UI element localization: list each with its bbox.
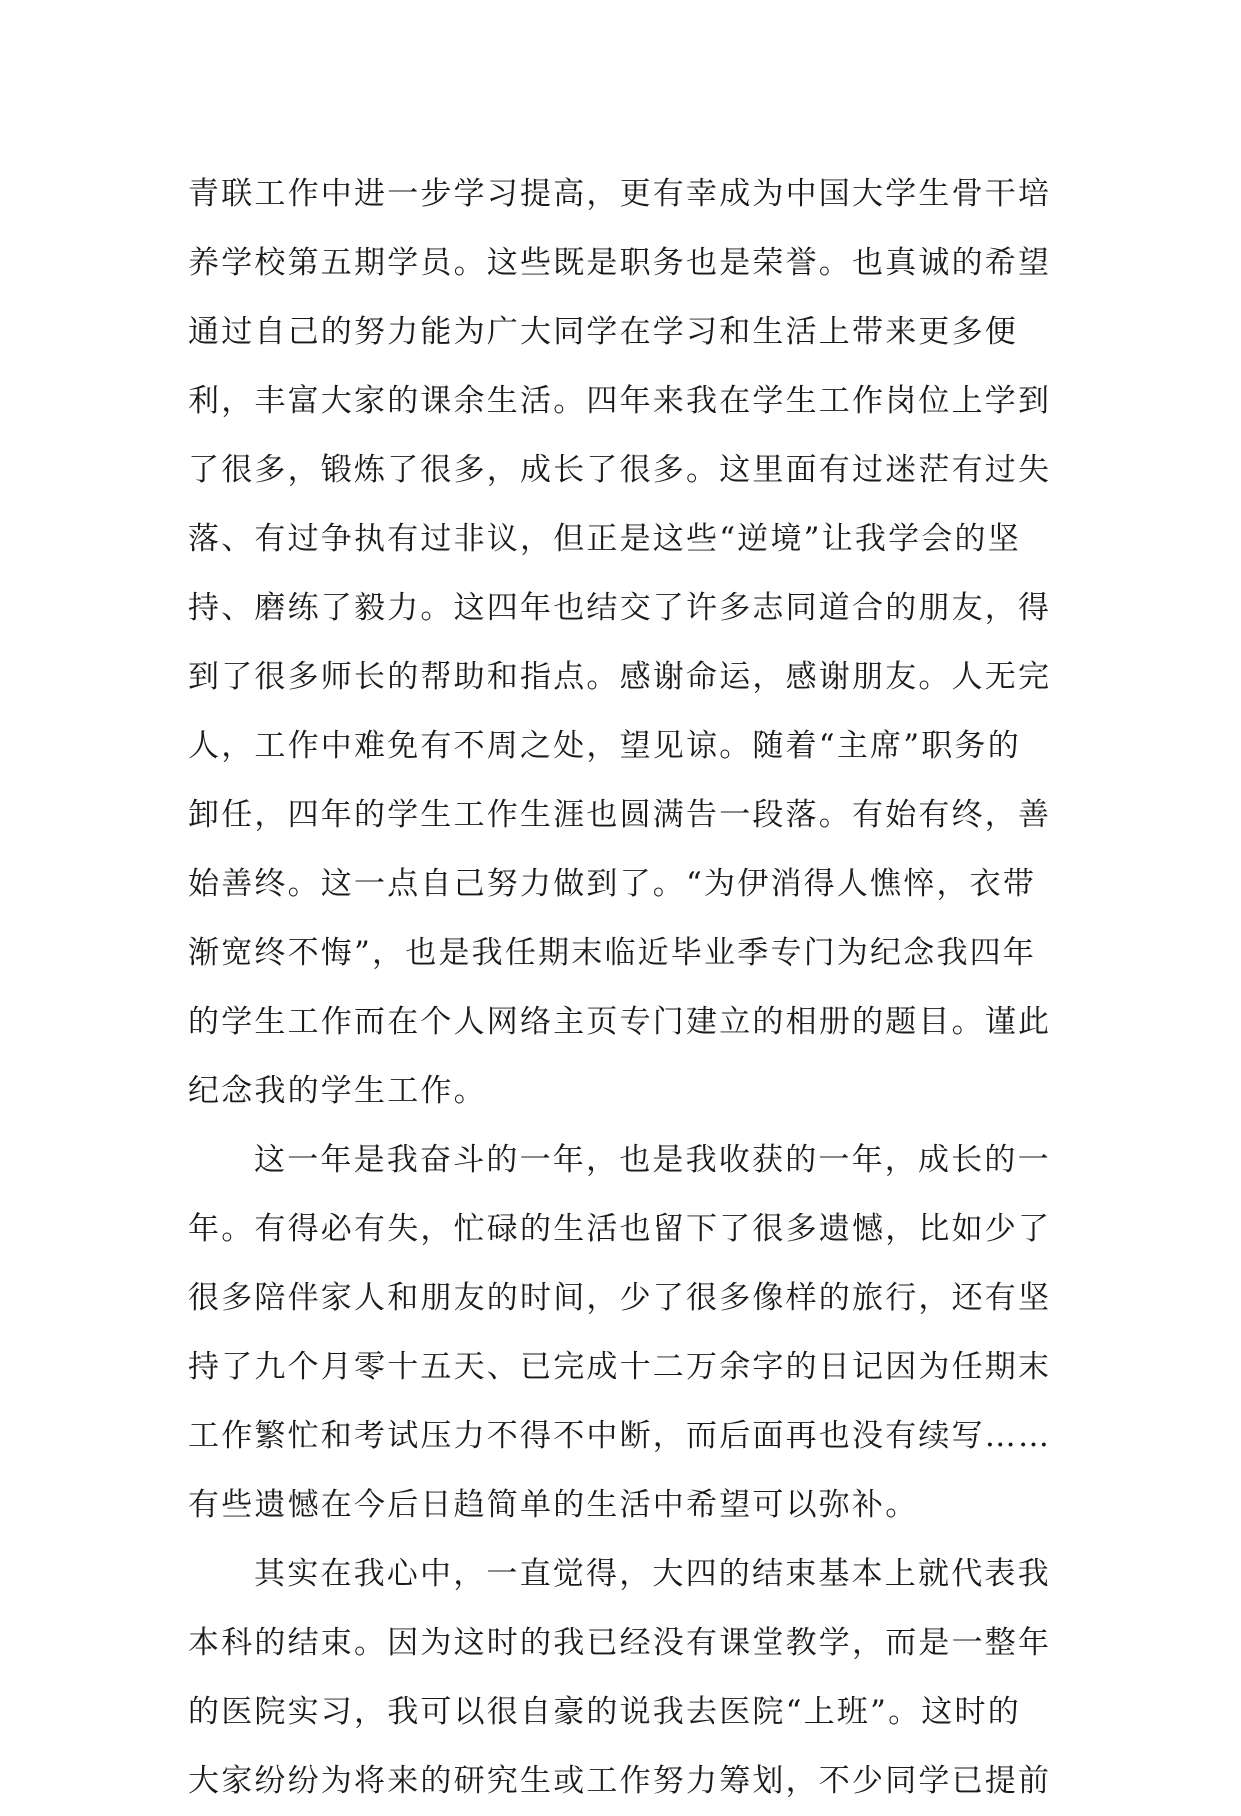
text-line: 持、磨练了毅力。这四年也结交了许多志同道合的朋友，得 [188,590,1052,626]
text-line: 很多陪伴家人和朋友的时间，少了很多像样的旅行，还有坚 [188,1280,1052,1316]
text-line: 了很多，锻炼了很多，成长了很多。这里面有过迷茫有过失 [188,452,1052,488]
text-line: 人，工作中难免有不周之处，望见谅。随着“主席”职务的 [188,728,1021,764]
text-line: 大家纷纷为将来的研究生或工作努力筹划，不少同学已提前 [188,1763,1052,1799]
text-line: 的医院实习，我可以很自豪的说我去医院“上班”。这时的 [188,1694,1021,1730]
text-line: 年。有得必有失，忙碌的生活也留下了很多遗憾，比如少了 [188,1211,1052,1247]
text-line: 工作繁忙和考试压力不得不中断，而后面再也没有续写…… [188,1418,1052,1454]
text-line: 落、有过争执有过非议，但正是这些“逆境”让我学会的坚 [188,521,1021,557]
text-line: 养学校第五期学员。这些既是职务也是荣誉。也真诚的希望 [188,245,1052,281]
paragraph-first-line: 这一年是我奋斗的一年，也是我收获的一年，成长的一 [254,1142,1051,1178]
text-line: 始善终。这一点自己努力做到了。“为伊消得人憔悴，衣带 [188,866,1037,902]
document-body [188,160,1058,1816]
text-line: 青联工作中进一步学习提高，更有幸成为中国大学生骨干培 [188,176,1052,212]
text-line: 纪念我的学生工作。 [188,1073,487,1109]
text-line: 渐宽终不悔”，也是我任期末临近毕业季专门为纪念我四年 [188,935,1037,971]
text-line: 通过自己的努力能为广大同学在学习和生活上带来更多便 [188,314,1018,350]
text-line: 的学生工作而在个人网络主页专门建立的相册的题目。谨此 [188,1004,1052,1040]
text-line: 到了很多师长的帮助和指点。感谢命运，感谢朋友。人无完 [188,659,1052,695]
paragraph-first-line: 其实在我心中，一直觉得，大四的结束基本上就代表我 [254,1556,1051,1592]
text-line: 利，丰富大家的课余生活。四年来我在学生工作岗位上学到 [188,383,1052,419]
text-line: 卸任，四年的学生工作生涯也圆满告一段落。有始有终，善 [188,797,1052,833]
text-line: 本科的结束。因为这时的我已经没有课堂教学，而是一整年 [188,1625,1052,1661]
text-line: 持了九个月零十五天、已完成十二万余字的日记因为任期末 [188,1349,1052,1385]
text-line: 有些遗憾在今后日趋简单的生活中希望可以弥补。 [188,1487,919,1523]
